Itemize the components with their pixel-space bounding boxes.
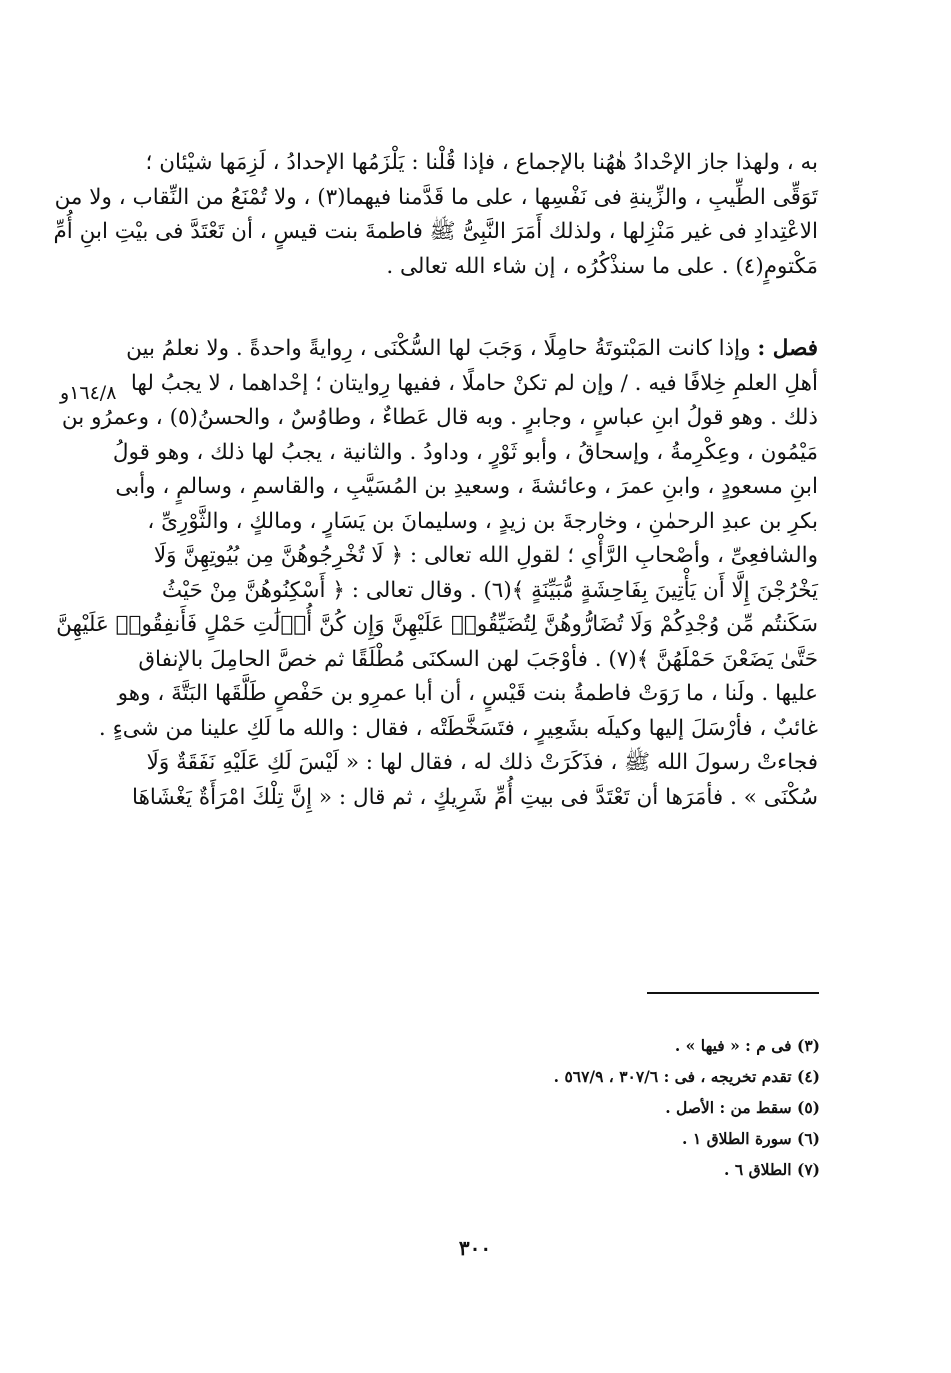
text-line [128,332,818,367]
text-line: مَكْتومٍ(٤) . على ما سنذْكُرُه ، إن شاء الله تعالى . [386,253,818,279]
text-line: حَتَّىٰ يَضَعْنَ حَمْلَهُنَّ ﴾(٧) . فأوْجَبَ لهن السكنَى مُطْلَقًا ثم خصَّ الحامِلَ بالإنفاق [138,646,818,672]
text-line: ذلك . وهو قولُ ابنِ عباسٍ ، وجابرٍ . وبه قال عَطاءٌ ، وطاوُسٌ ، والحسنُ(٥) ، وعمرُو بن [61,405,818,430]
text-line: الاعْتِدادِ فى غير مَنْزِلها ، ولذلك أَمَرَ النَّبِىُّ ﷺ فاطمةَ بنت قيسٍ ، أن تَعْتَدَّ فى بيْتِ ابنِ أُمِّ [53,219,818,244]
text-line: مَيْمُون ، وعِكْرِمةُ ، وإسحاقُ ، وأبو ثَوْرٍ ، وداودُ . والثانية ، يجبُ لها ذلك ، وهو قولُ [112,439,818,465]
text-line: تَوَقِّى الطِّيبِ ، والزِّينةِ فى نَفْسِها ، على ما قَدَّمنا فيهما(٣) ، ولا تُمْنَعُ من النِّقاب ، ولا من [54,184,818,210]
paragraph-1 [53,146,818,284]
footnotes [470,1030,820,1185]
text-line: به ، ولهذا جاز الإحْدادُ هٰهُنا بالإجماع ، فإذا قُلْنا : يَلْزَمُها الإحدادُ ، لَزِمَها شيْئان ؛ [145,150,818,175]
text-line: أهلِ العلمِ خِلافًا فيه . / وإن لم تكنْ حاملًا ، ففيها رِوايتان ؛ إحْداهما ، لا يجبُ لها [130,370,818,396]
text-line: والشافعِىِّ ، وأصْحابِ الرَّأْىِ ؛ لقولِ الله تعالى : ﴿ لَا تُخْرِجُوهُنَّ مِن بُيُوتِهِنَّ وَلَا [153,543,818,568]
text-line-rest: وإذا كانت المَبْتوتَةُ حامِلًا ، وَجَبَ لها السُّكْنَى ، رِوايةً واحدةً . ولا نعلمُ بين [126,336,751,361]
text-line: يَخْرُجْنَ إِلَّا أَن يَأْتِينَ بِفَاحِشَةٍ مُّبَيِّنَةٍ ﴾(٦) . وقال تعالى : ﴿ أَسْكِنُوهُنَّ مِنْ حَيْثُ [161,577,818,603]
footnote: (٣) فى م : « فيها » . [674,1036,820,1055]
footnote: (٥) سقط من : الأصل . [665,1098,820,1117]
page-number: ٣٠٠ [458,1236,492,1260]
footnote-separator [647,992,819,994]
text-line: عليها . ولَنا ، ما رَوَتْ فاطمةُ بنت قَيْسٍ ، أن أبا عمرِو بن حَفْصٍ طَلَّقَها البَتَّةَ ، وهو [117,681,818,706]
footnote: (٦) سورة الطلاق ١ . [682,1129,820,1148]
text-line: سُكْنَى » . فأمَرَها أن تَعْتَدَّ فى بيتِ أُمِّ شَرِيكٍ ، ثم قال : « إِنَّ تِلْكَ امْرَأَةٌ يَغْشَاهَا [132,784,818,810]
text-line: فجاءتْ رسولَ الله ﷺ ، فذَكَرَتْ ذلك له ، فقال لها : « لَيْسَ لَكِ عَلَيْهِ نَفَقَةٌ وَلَا [146,750,818,775]
margin-reference: ١٦٤/٨و [60,382,117,404]
text-line: غائبٌ ، فأرْسَلَ إليها وكيلَه بشَعِيرٍ ، فتَسَخَّطَتْه ، فقال : والله ما لَكِ علينا من شىءٍ . [98,715,818,741]
footnote: (٧) الطلاق ٦ . [724,1160,820,1179]
text-line: بكرِ بن عبدِ الرحمٰنِ ، وخارجةَ بن زيدٍ ، وسليمانَ بن يَسَارٍ ، ومالكٍ ، والثَّوْرِىِّ ، [147,508,818,534]
section-heading: فصل : [757,336,818,361]
text-line: سَكَنتُم مِّن وُجْدِكُمْ وَلَا تُضَارُّوهُنَّ لِتُضَيِّقُوا۟ عَلَيْهِنَّ وَإِن كُنَّ أُو۟لَٰتِ حَمْلٍ فَأَنفِقُوا۟ عَلَيْهِنَّ [56,612,818,637]
footnote: (٤) تقدم تخريجه ، فى : ٣٠٧/٦ ، ٥٦٧/٩ . [553,1067,820,1086]
text-line: ابنِ مسعودٍ ، وابنِ عمرَ ، وعائشةَ ، وسعيدِ بن المُسَيَّبِ ، والقاسمِ ، وسالمٍ ، وأبى [115,474,818,499]
